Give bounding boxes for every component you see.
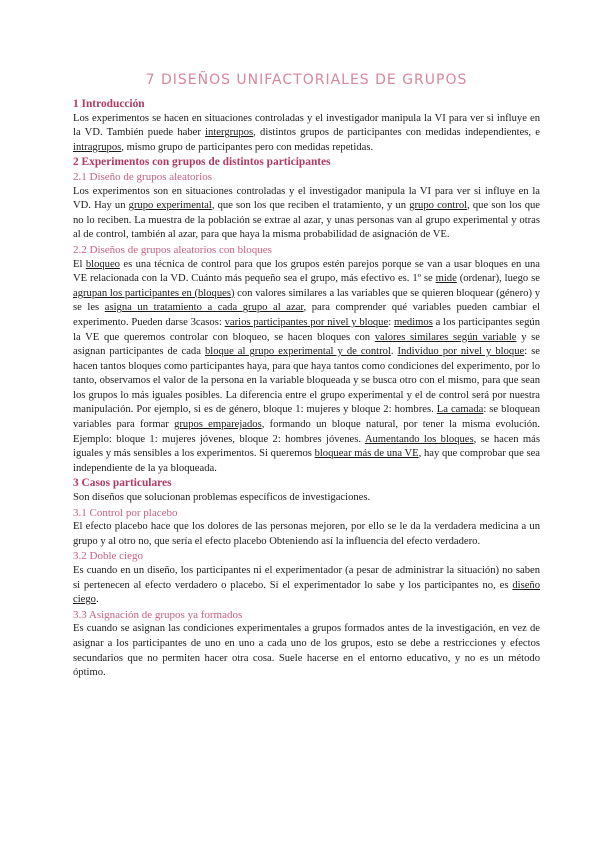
section-3-heading: 3 Casos particulares [73, 477, 172, 490]
subsection-2-1-heading: 2.1 Diseño de grupos aleatorios [73, 170, 212, 183]
subsection-3-2-paragraph: Es cuando en un diseño, los participantes ni el experimentador (a pesar de administrar la situación) no saben si pertenecen al efecto verdadero o placebo. Si el experimentador lo sabe y los participantes no, es diseño ciego. [73, 565, 540, 606]
subsection-2-2-heading: 2.2 Diseños de grupos aleatorios con bloques [73, 243, 272, 256]
subsection-3-1-paragraph: El efecto placebo hace que los dolores de las personas mejoren, por ello se le da la verdadera medicina a un grupo y al otro no, que sería el efecto placebo Obteniendo así la influencia del efecto verdadero. [73, 521, 540, 547]
subsection-2-1-paragraph: Los experimentos son en situaciones controladas y el investigador manipula la VI para ver si influye en la VD. Hay un grupo experimental, que son los que reciben el tratamiento, y un grupo control, que son los que no lo reciben. La muestra de la población se extrae al azar, y unas personas van al grupo experimental y otras al de control, también al azar, para que haya la misma probabilidad de asignación de VE. [73, 185, 541, 241]
subsection-3-2-heading: 3.2 Doble ciego [73, 550, 143, 563]
section-1-paragraph: Los experimentos se hacen en situaciones controladas y el investigador manipula la VI para ver si influye en la VD. También puede haber intergrupos, distintos grupos de participantes con medidas independientes, e intragrupos, mismo grupo de participantes pero con medidas repetidas. [73, 112, 540, 153]
section-1-heading: 1 Introducción [73, 98, 145, 110]
document-title: 7 DISEÑOS UNIFACTORIALES DE GRUPOS [145, 72, 468, 88]
subsection-3-3-paragraph: Es cuando se asignan las condiciones experimentales a grupos formados antes de la investigación, en vez de asignar a los participantes de uno en uno a cada uno de los grupos, esto se debe a restricciones y efectos secundarios que no permiten hacer otra cosa. Suele hacerse en el entorno educativo, y no es un método óptimo. [73, 623, 540, 679]
subsection-2-2-paragraph: El bloqueo es una técnica de control para que los grupos estén parejos porque se van a usar bloques en una VE relacionada con la VD. Cuánto más pequeño sea el grupo, más efectivo es. 1º se mide (ordenar), luego se agrupan los participantes en (bloques) con valores similares a las variables que se quieren bloquear (género) y se les asigna un tratamiento a cada grupo al azar, para comprender qué variables pueden cambiar el experimento. Pueden darse 3casos: varios participantes por nivel y bloque: medimos a los participantes según la VE que queremos controlar con bloqueo, se hacen bloques con valores similares según variable y se asignan participantes de cada bloque al grupo experimental y de control. Individuo por nivel y bloque: se hacen tantos bloques como participantes haya, para que haya tantos como condiciones del experimento, por lo tanto, observamos el valor de la persona en la variable bloqueada y se busca otro con el mismo, para que sean los grupos lo más iguales posibles. La diferencia entre el grupo experimental y el de control será por nuestra manipulación. Por ejemplo, si es de género, bloque 1: mujeres y bloque 2: hombres. La camada: se bloquean variables para formar grupos emparejados, formando un bloque natural, por tener la misma evolución. Ejemplo: bloque 1: mujeres jóvenes, bloque 2: hombres jóvenes. Aumentando los bloques, se hacen más iguales y más sensibles a los experimentos. Si queremos bloquear más de una VE, hay que comprobar que sea independiente de la ya bloqueada. [73, 258, 541, 474]
subsection-3-3-heading: 3.3 Asignación de grupos ya formados [73, 608, 243, 621]
section-2-heading: 2 Experimentos con grupos de distintos participantes [73, 156, 331, 169]
subsection-3-1-heading: 3.1 Control por placebo [73, 506, 178, 519]
section-3-intro: Son diseños que solucionan problemas específicos de investigaciones. [73, 492, 371, 504]
